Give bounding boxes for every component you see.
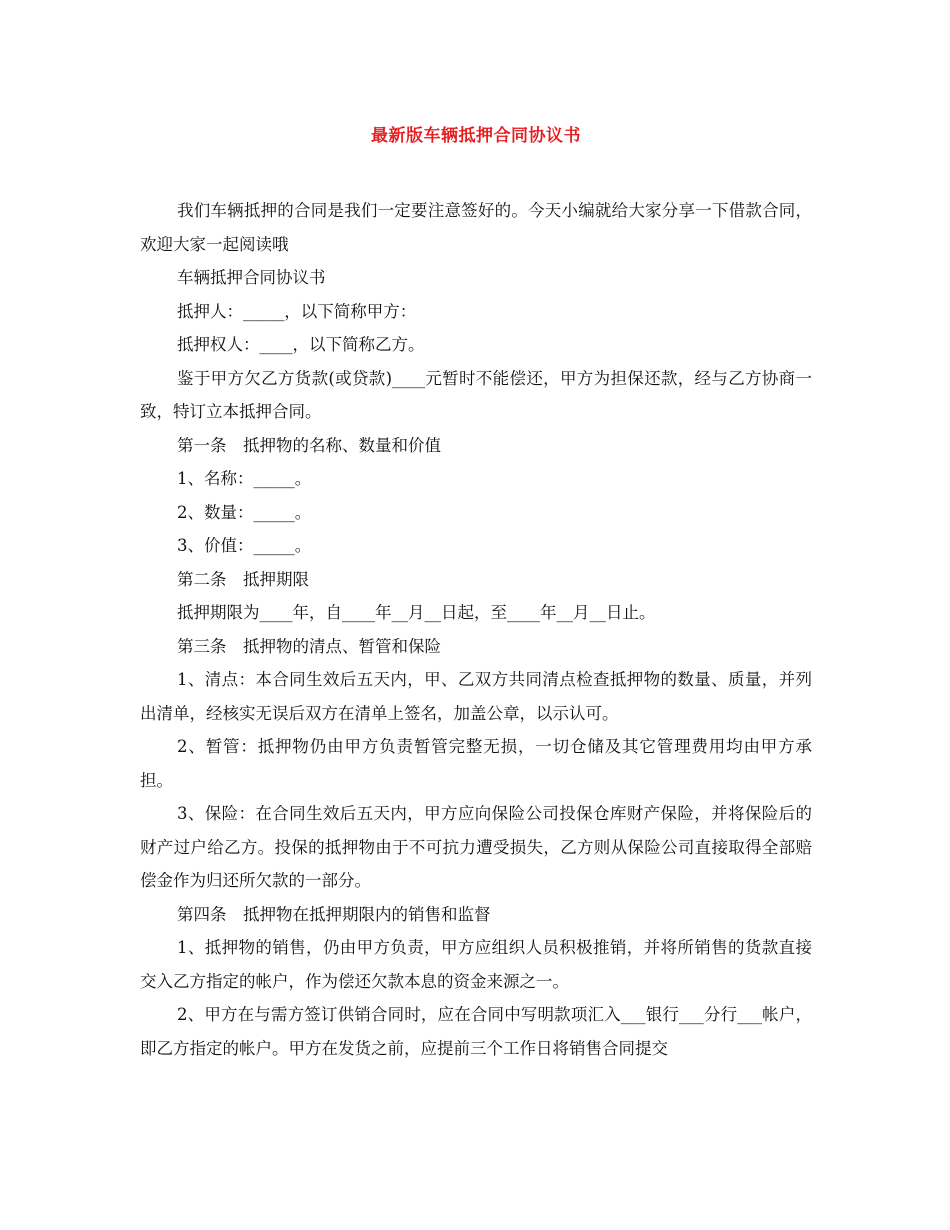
article-4-heading: 第四条 抵押物在抵押期限内的销售和监督	[177, 904, 491, 924]
article-1-item-name: 1、名称：_____。	[177, 469, 312, 488]
article-4-item-sales: 1、抵押物的销售，仍由甲方负责，甲方应组织人员积极推销，并将所销售的货款直接交入乙方指定的帐户，作为偿还欠款本息的资金来源之一。	[140, 938, 812, 991]
article-4-item-contract: 2、甲方在与需方签订供销合同时，应在合同中写明款项汇入___银行___分行___帐户，即乙方指定的帐户。甲方在发货之前，应提前三个工作日将销售合同提交	[140, 1005, 812, 1058]
mortgagee-line: 抵押权人：____，以下简称乙方。	[177, 335, 425, 354]
mortgagor-line: 抵押人：_____，以下简称甲方：	[177, 301, 417, 321]
article-1-heading: 第一条 抵押物的名称、数量和价值	[177, 435, 441, 455]
article-3-heading: 第三条 抵押物的清点、暂管和保险	[177, 636, 441, 656]
article-3-item-inventory: 1、清点：本合同生效后五天内，甲、乙双方共同清点检查抵押物的数量、质量，并列出清单，经核实无误后双方在清单上签名，加盖公章，以示认可。	[140, 670, 812, 723]
article-3-item-insurance: 3、保险：在合同生效后五天内，甲方应向保险公司投保仓库财产保险，并将保险后的财产过户给乙方。投保的抵押物由于不可抗力遭受损失，乙方则从保险公司直接取得全部赔偿金作为归还所欠款的一部分。	[140, 804, 812, 890]
contract-heading: 车辆抵押合同协议书	[177, 268, 326, 287]
article-1-item-value: 3、价值：_____。	[177, 536, 312, 555]
intro-paragraph: 我们车辆抵押的合同是我们一定要注意签好的。今天小编就给大家分享一下借款合同，欢迎大家一起阅读哦	[140, 201, 812, 254]
document-page	[140, 118, 812, 1065]
article-1-item-quantity: 2、数量：_____。	[177, 502, 312, 522]
document-title: 最新版车辆抵押合同协议书	[371, 126, 581, 146]
article-3-item-custody: 2、暂管：抵押物仍由甲方负责暂管完整无损，一切仓储及其它管理费用均由甲方承担。	[140, 737, 812, 790]
article-2-heading: 第二条 抵押期限	[177, 569, 309, 589]
preamble-paragraph: 鉴于甲方欠乙方货款(或贷款)____元暂时不能偿还，甲方为担保还款，经与乙方协商一致，特订立本抵押合同。	[140, 368, 812, 421]
article-2-term: 抵押期限为____年，自____年__月__日起，至____年__月__日止。	[177, 603, 656, 622]
